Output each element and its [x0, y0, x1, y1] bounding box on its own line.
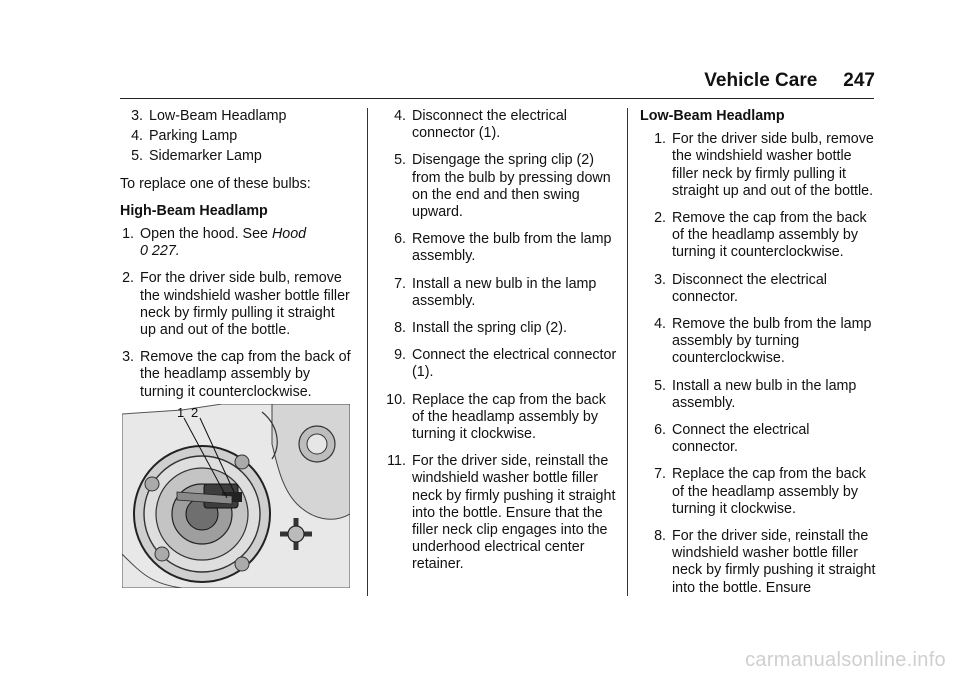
column-divider [367, 108, 368, 596]
step-text: Disconnect the electrical connector (1). [412, 108, 567, 142]
list-item-number: 4. [131, 128, 143, 145]
step-text: For the driver side, reinstall the windshield washer bottle filler neck by firmly pushing it straight into the bottle. Ensure that the filler neck clip engages into the underhood electrical center retainer. [412, 453, 616, 573]
step-number: 4. [654, 316, 666, 333]
step-number: 6. [654, 422, 666, 439]
step-text: Disconnect the electrical connector. [672, 271, 827, 305]
step-text [108, 226, 352, 260]
step-number: 8. [654, 528, 666, 545]
step-text: Remove the cap from the back of the headlamp assembly by turning it counterclockwise. [140, 349, 351, 400]
step-item [108, 270, 352, 339]
step-item [380, 152, 618, 221]
headlamp-illustration [122, 404, 350, 588]
list-item [120, 108, 352, 125]
step-item [108, 349, 352, 401]
list-item-text: Low-Beam Headlamp [149, 108, 287, 124]
section-title: Vehicle Care [704, 70, 818, 91]
step-item [380, 453, 618, 573]
step-item [380, 347, 618, 381]
step-item [108, 226, 352, 260]
section-heading-low-beam: Low-Beam Headlamp [640, 108, 785, 124]
step-item [380, 108, 618, 142]
cross-reference-page[interactable]: 0 227. [140, 243, 180, 260]
column-divider [627, 108, 628, 596]
step-text: For the driver side bulb, remove the windshield washer bottle filler neck by firmly pulling it straight up and out of the bottle. [140, 270, 350, 339]
step-number: 5. [654, 377, 666, 394]
step-item [640, 378, 876, 412]
list-item-text: Parking Lamp [149, 128, 238, 145]
step-number: 10. [386, 391, 406, 408]
step-text: Replace the cap from the back of the headlamp assembly by turning it clockwise. [412, 391, 606, 443]
step-item [640, 131, 876, 200]
page-header [0, 0, 960, 100]
step-text-part: Open the hood. See [140, 226, 272, 243]
step-item [640, 272, 876, 306]
step-number: 2. [654, 210, 666, 227]
list-item [120, 128, 352, 145]
step-text: Install a new bulb in the lamp assembly. [672, 377, 857, 411]
step-text: Remove the bulb from the lamp assembly by turning counterclockwise. [672, 316, 872, 367]
step-item [380, 320, 618, 337]
step-number: 2. [122, 270, 134, 287]
step-number: 1. [122, 226, 134, 243]
figure-callout-2: 2 [191, 405, 199, 420]
list-item [120, 148, 352, 165]
intro-paragraph: To replace one of these bulbs: [120, 175, 311, 192]
step-item [380, 276, 618, 310]
step-text: For the driver side bulb, remove the windshield washer bottle filler neck by firmly pulling it straight up and out of the bottle. [672, 131, 874, 199]
step-number: 6. [394, 231, 406, 248]
step-text: Replace the cap from the back of the headlamp assembly by turning it clockwise. [672, 466, 866, 517]
step-number: 11. [387, 453, 406, 470]
step-item [640, 316, 876, 368]
step-number: 3. [654, 271, 666, 288]
column-right [640, 108, 876, 607]
step-number: 8. [394, 320, 406, 337]
step-text: For the driver side, reinstall the windshield washer bottle filler neck by firmly pushing it straight into the bottle. Ensure [672, 528, 876, 596]
step-text: Install the spring clip (2). [412, 320, 567, 337]
page-title [704, 70, 875, 92]
step-number: 4. [394, 108, 406, 124]
watermark: carmanualsonline.info [745, 649, 946, 671]
step-number: 7. [394, 275, 406, 292]
list-item-number: 3. [131, 108, 143, 124]
step-item [380, 392, 618, 444]
section-heading-high-beam: High-Beam Headlamp [120, 202, 268, 219]
step-item [640, 528, 876, 597]
step-number: 3. [122, 349, 134, 366]
step-text: Remove the cap from the back of the headlamp assembly by turning it counterclockwise. [672, 210, 867, 261]
figure-callout-1: 1 [177, 405, 185, 420]
step-number: 9. [394, 347, 406, 364]
step-item [640, 422, 876, 456]
step-text: Install a new bulb in the lamp assembly. [412, 275, 597, 309]
step-text: Remove the bulb from the lamp assembly. [412, 231, 612, 265]
column-middle [380, 108, 618, 584]
list-item-number: 5. [131, 148, 143, 165]
step-item [380, 231, 618, 265]
list-item-text: Sidemarker Lamp [149, 148, 262, 165]
column-left [120, 108, 352, 411]
step-text: Disengage the spring clip (2) from the bulb by pressing down on the end and then swing upward. [412, 152, 611, 221]
step-item [640, 210, 876, 262]
cross-reference-link[interactable]: Hood [271, 226, 307, 243]
page-number: 247 [843, 70, 875, 91]
step-item [640, 466, 876, 518]
step-number: 7. [654, 466, 666, 483]
step-text: Connect the electrical connector. [672, 422, 810, 456]
step-number: 5. [394, 152, 406, 169]
step-number: 1. [654, 131, 666, 148]
header-rule [120, 98, 874, 99]
step-text: Connect the electrical connector (1). [412, 347, 617, 381]
